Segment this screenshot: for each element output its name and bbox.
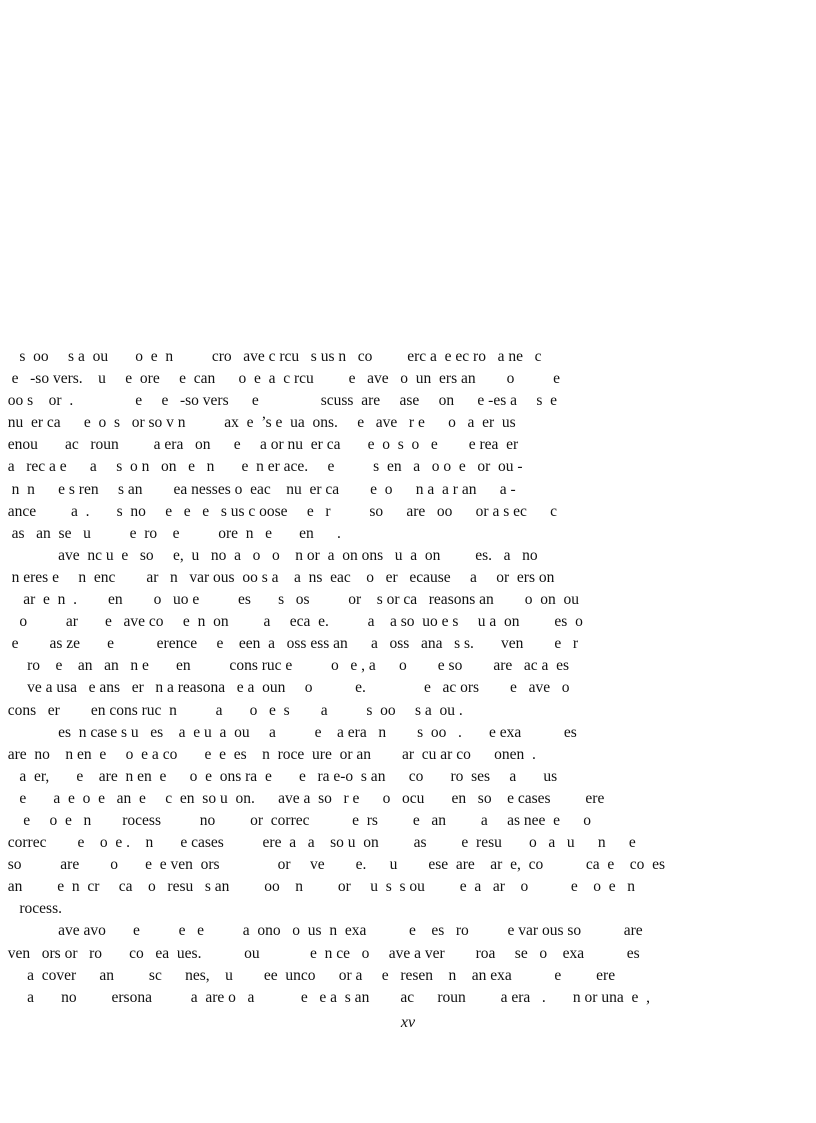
- text-line: a cover an sc nes, u ee unco or a e resen n an exa e ere: [0, 966, 616, 984]
- text-line: s oo s a ou o e n cro ave c rcu s us n co erc a e ec ro a ne c: [0, 348, 542, 365]
- text-line: rocess.: [0, 900, 62, 918]
- text-line: cons er en cons ruc n a o e s a s oo s a ou .: [0, 701, 463, 719]
- text-line: enou ac roun a era on e a or nu er ca e o s o e e rea er: [0, 436, 519, 454]
- text-line: o ar e ave co e n on a eca e. a a so uo e s u a on es o: [0, 613, 583, 631]
- text-line: so are o e e ven ors or ve e. u ese are ar e, co ca e co es: [0, 856, 666, 874]
- text-line: ance a . s no e e e s us c oose e r so are oo or a s ec c: [0, 502, 558, 520]
- text-line: e o e n rocess no or correc e rs e an a as nee e o: [0, 811, 592, 829]
- text-line: n n e s ren s an ea nesses o eac nu er ca e o n a a r an a -: [0, 480, 516, 498]
- text-line: nu er ca e o s or so v n ax e ’s e ua ons. e ave r e o a er us: [0, 414, 516, 432]
- text-line: ave avo e e e a ono o us n exa e es ro e var ous so are: [0, 922, 643, 940]
- text-line: n eres e n enc ar n var ous oo s a a ns eac o er ecause a or ers on: [0, 568, 555, 586]
- text-line: ro e an an n e en cons ruc e o e , a o e so are ac a es: [0, 657, 570, 675]
- text-line: correc e o e . n e cases ere a a so u on as e resu o a u n e: [0, 834, 636, 852]
- text-line: ar e n . en o uo e es s os or s or ca reasons an o on ou: [0, 591, 580, 609]
- text-line: ave nc u e so e, u no a o o n or a on ons u a on es. a no: [0, 546, 538, 564]
- page-number: xv: [400, 1014, 416, 1031]
- text-line: es n case s u es a e u a ou a e a era n s oo . e exa es: [0, 723, 577, 741]
- text-line: e as ze e erence e een a oss ess an a oss ana s s. ven e r: [0, 635, 579, 653]
- text-line: e -so vers. u e ore e can o e a c rcu e ave o un ers an o e: [0, 370, 560, 388]
- text-line: as an se u e ro e ore n e en .: [0, 524, 341, 542]
- text-line: an e n cr ca o resu s an oo n or u s s ou e a ar o e o e n: [0, 878, 635, 896]
- text-line: are no n en e o e a co e e es n roce ure or an ar cu ar co onen .: [0, 745, 536, 763]
- text-line: oo s or . e e -so vers e scuss are ase on e -es a s e: [0, 392, 558, 410]
- text-line: ven ors or ro co ea ues. ou e n ce o ave a ver roa se o exa es: [0, 944, 640, 962]
- text-line: a no ersona a are o a e e a s an ac roun a era . n or una e ,: [0, 988, 650, 1006]
- text-line: a rec a e a s o n on e n e n er ace. e s en a o o e or ou -: [0, 458, 523, 476]
- page-body-text: [0, 346, 816, 1009]
- text-line: e a e o e an e c en so u on. ave a so r e o ocu en so e cases ere: [0, 789, 605, 807]
- text-line: a er, e are n en e o e ons ra e e ra e-o s an co ro ses a us: [0, 767, 558, 785]
- text-line: ve a usa e ans er n a reasona e a oun o e. e ac ors e ave o: [0, 679, 570, 697]
